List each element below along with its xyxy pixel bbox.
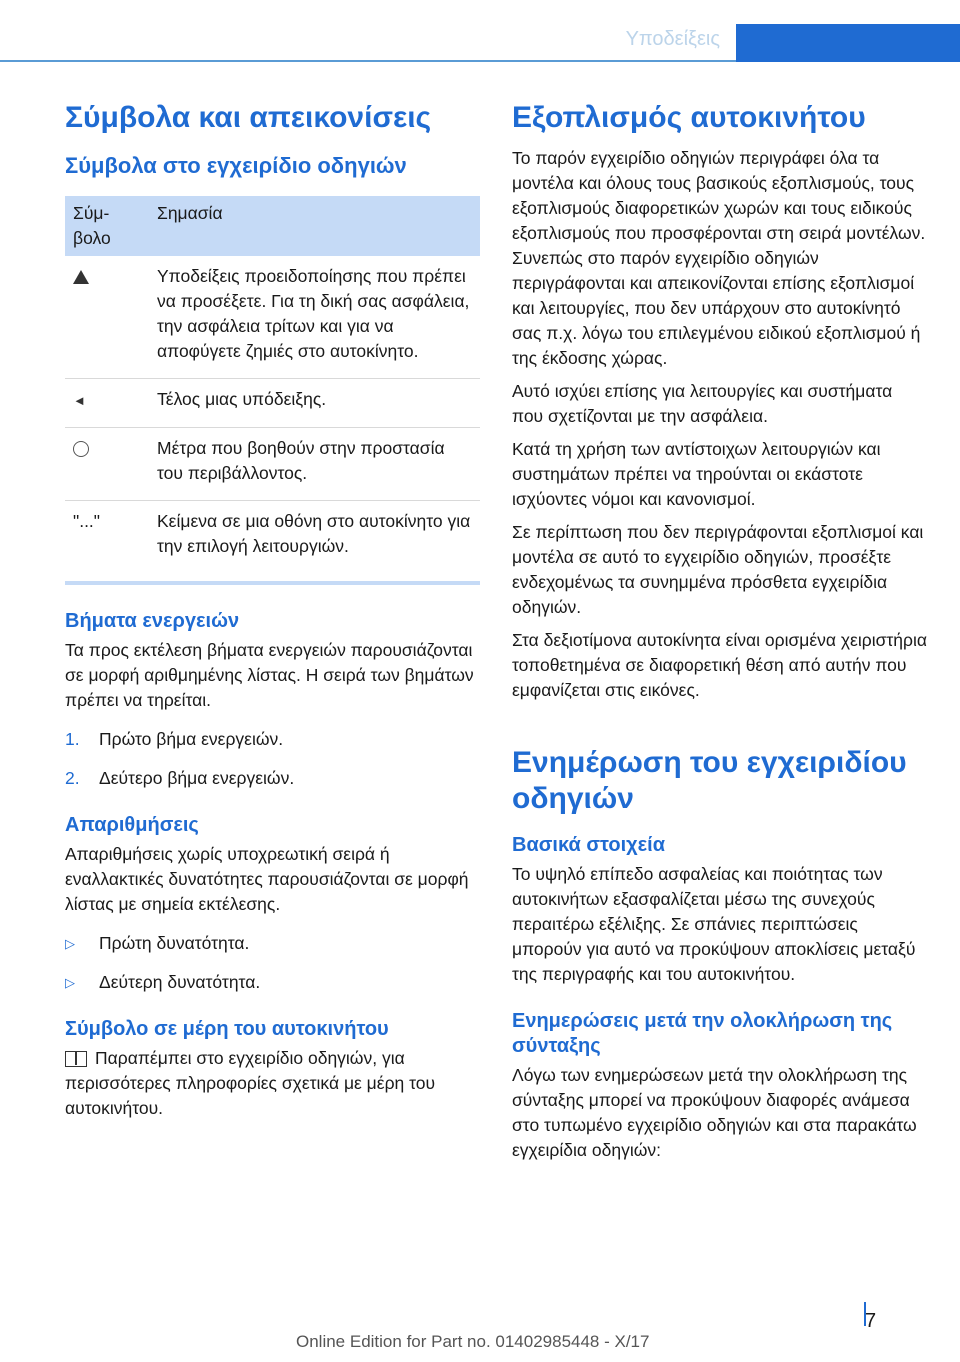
symbols-manual-heading: Σύμβολα στο εγχειρίδιο οδηγιών — [65, 153, 407, 178]
table-cell-meaning: Μέτρα που βοηθούν στην προστασία του περιβάλλοντος. — [149, 427, 480, 500]
vehicle-symbol-text: Παραπέμπει στο εγχειρίδιο οδηγιών, για περισσότερες πληροφορίες σχετικά με μέρη του αυτοκινήτου. — [65, 1047, 436, 1118]
update-title: Ενημέρωση του εγχειριδίου οδηγιών — [512, 746, 907, 815]
steps-text: Τα προς εκτέλεση βήματα ενεργειών παρουσιάζονται σε μορφή αριθμημένης λίστας. Η σειρά των βημάτων πρέπει να τηρείται. — [65, 639, 474, 710]
list-text: Δεύτερη δυνατότητα. — [99, 971, 261, 992]
table-cell-meaning: Τέλος μιας υπόδειξης. — [149, 378, 480, 427]
warning-triangle-icon — [73, 270, 89, 284]
book-icon — [65, 1051, 87, 1067]
list-item — [65, 970, 480, 995]
list-item — [65, 766, 480, 791]
end-marker-icon: ◄ — [73, 392, 86, 408]
right-column — [512, 100, 928, 1171]
list-number: 1. — [65, 728, 80, 749]
col-meaning-header: Σημασία — [149, 196, 480, 256]
vehicle-symbol-paragraph — [65, 1046, 480, 1121]
basics-text: Το υψηλό επίπεδο ασφαλείας και ποιότητας των αυτοκινήτων εξασφαλίζεται μέσω της συνεχούς περαιτέρω εξέλιξης. Σε σπάνιες περιπτώσεις μπορούν για αυτό να προκύψουν αποκλίσεις μεταξύ της περιγραφής και του αυτοκινήτου. — [512, 864, 916, 984]
enums-text: Απαριθμήσεις χωρίς υποχρεωτική σειρά ή εναλλακτικές δυνατότητες παρουσιάζονται σε μορφή λίστας με σημεία εκτέλεσης. — [65, 843, 469, 914]
table-row — [65, 427, 480, 500]
list-item — [65, 727, 480, 752]
basics-heading: Βασικά στοιχεία — [512, 834, 665, 856]
table-row — [65, 378, 480, 427]
list-text: Πρώτο βήμα ενεργειών. — [99, 728, 284, 749]
bullet-triangle-icon: ▷ — [65, 935, 75, 951]
header-rule — [0, 60, 736, 62]
after-print-text: Λόγω των ενημερώσεων μετά την ολοκλήρωση της σύνταξης μπορεί να προκύψουν διαφορές ανάμεσα στο τυπωμένο εγχειρίδιο οδηγιών και στα παρακάτω εγχειρίδια οδηγιών: — [512, 1065, 917, 1160]
list-text: Δεύτερο βήμα ενεργειών. — [99, 767, 295, 788]
footer-edition: Online Edition for Part no. 01402985448 - X/17 — [296, 1332, 650, 1351]
list-text: Πρώτη δυνατότητα. — [99, 932, 250, 953]
list-number: 2. — [65, 767, 80, 788]
equipment-paragraph: Σε περίπτωση που δεν περιγράφονται εξοπλισμοί και μοντέλα σε αυτό το εγχειρίδιο οδηγιών, προσέξτε ενδεχομένως τα συνημμένα πρόσθετα εγχειρίδια οδηγιών. — [512, 522, 924, 617]
equipment-paragraph: Στα δεξιοτίμονα αυτοκίνητα είναι ορισμένα χειριστήρια τοποθετημένα σε διαφορετική θέση από αυτήν που εμφανίζεται στις εικόνες. — [512, 630, 927, 700]
bullet-triangle-icon: ▷ — [65, 974, 75, 990]
table-row — [65, 500, 480, 573]
equipment-paragraph: Κατά τη χρήση των αντίστοιχων λειτουργιών και συστημάτων πρέπει να τηρούνται οι εκάστοτε ισχύοντες νόμοι και κανονισμοί. — [512, 439, 881, 509]
enums-heading: Απαριθμήσεις — [65, 813, 199, 836]
environment-icon — [73, 441, 89, 457]
steps-heading: Βήματα ενεργειών — [65, 609, 240, 632]
table-header-row — [65, 196, 480, 256]
page-header — [0, 0, 960, 62]
page-number: 7 — [865, 1310, 877, 1332]
col-symbol-header: Σύμ-βολο — [65, 196, 149, 256]
table-cell-meaning: Υποδείξεις προειδοποίησης που πρέπει να προσέξετε. Για τη δική σας ασφάλεια, την ασφάλεια τρίτων και για να αποφύγετε ζημιές στο αυτοκίνητο. — [149, 256, 480, 379]
after-print-heading: Ενημερώσεις μετά την ολοκλήρωση της σύνταξης — [512, 1010, 893, 1057]
equipment-paragraph: Το παρόν εγχειρίδιο οδηγιών περιγράφει όλα τα μοντέλα και όλους τους βασικούς εξοπλισμούς, τους εξοπλισμούς διαφορετικών χωρών και τους ειδικούς εξοπλισμούς που προσφέρονται στη σειρά μοντέλων. Συνεπώς στο παρόν εγχειρίδιο οδηγιών περιγράφονται και απεικονίζονται επίσης εξοπλισμοί και λειτουργίες, που δεν υπάρχουν στο αυτοκίνητό σας π.χ. λόγω του επιλεγμένου ειδικού εξοπλισμού ή της έκδοσης χώρας. — [512, 148, 926, 368]
table-cell-meaning: Κείμενα σε μια οθόνη στο αυτοκίνητο για την επιλογή λειτουργιών. — [157, 510, 471, 556]
table-row — [65, 256, 480, 379]
equipment-paragraph: Αυτό ισχύει επίσης για λειτουργίες και συστήματα που σχετίζονται με την ασφάλεια. — [512, 381, 893, 426]
left-column — [65, 100, 480, 1129]
symbols-title: Σύμβολα και απεικονίσεις — [65, 101, 432, 134]
equipment-title: Εξοπλισμός αυτοκινήτου — [512, 101, 866, 134]
list-item — [65, 931, 480, 956]
symbols-table — [65, 196, 480, 573]
header-accent-block — [736, 24, 960, 62]
vehicle-symbol-heading: Σύμβολο σε μέρη του αυτοκινήτου — [65, 1017, 389, 1040]
header-section-title: Υποδείξεις — [625, 28, 720, 50]
table-cell-symbol: "..." — [73, 510, 101, 531]
